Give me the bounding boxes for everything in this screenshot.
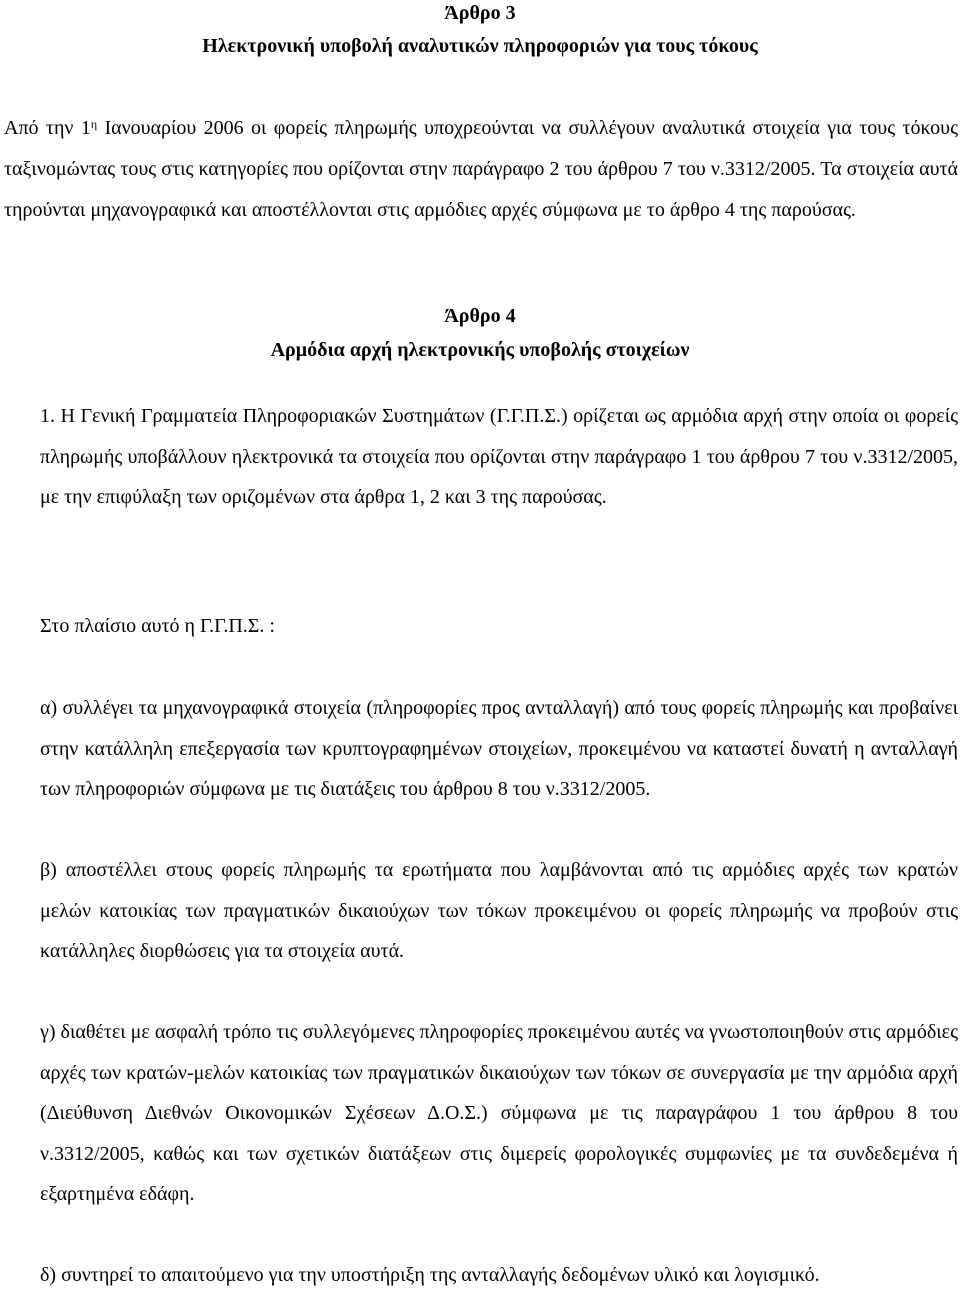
article-3-paragraph bbox=[4, 108, 958, 231]
article-4-paragraph-1: 1. Η Γενική Γραμματεία Πληροφοριακών Συστημάτων (Γ.Γ.Π.Σ.) ορίζεται ως αρμόδια αρχή στην οποία οι φορείς πληρωμής υποβάλλουν ηλεκτρονικά τα στοιχεία που ορίζονται στην παράγραφο 1 του άρθρου 7 του ν.3312/2005, με την επιφύλαξη των οριζομένων στα άρθρα 1, 2 και 3 της παρούσας. bbox=[40, 405, 958, 508]
item-b: β) αποστέλλει στους φορείς πληρωμής τα ερωτήματα που λαμβάνονται από τις αρμόδιες αρχές των κρατών μελών κατοικίας των πραγματικών δικαιούχων των τόκων προκειμένου οι φορείς πληρωμής να προβούν στις κατάλληλες διορθώσεις για τα στοιχεία αυτά. bbox=[40, 859, 958, 962]
item-a: α) συλλέγει τα μηχανογραφικά στοιχεία (πληροφορίες προς ανταλλαγή) από τους φορείς πληρωμής και προβαίνει στην κατάλληλη επεξεργασία των κρυπτογραφημένων στοιχείων, προκειμένου να καταστεί δυνατή η ανταλλαγή των πληροφοριών σύμφωνα με τις διατάξεις του άρθρου 8 του ν.3312/2005. bbox=[40, 697, 958, 800]
article-4-number: Άρθρο 4 bbox=[444, 305, 516, 327]
item-d: δ) συντηρεί το απαιτούμενο για την υποστήριξη της ανταλλαγής δεδομένων υλικό και λογισμικό. bbox=[40, 1264, 820, 1286]
article-4-title: Αρμόδια αρχή ηλεκτρονικής υποβολής στοιχείων bbox=[270, 339, 690, 361]
article-3-number: Άρθρο 3 bbox=[444, 2, 516, 24]
item-c: γ) διαθέτει με ασφαλή τρόπο τις συλλεγόμενες πληροφορίες προκειμένου αυτές να γνωστοποιηθούν στις αρμόδιες αρχές των κρατών-μελών κατοικίας των πραγματικών δικαιούχων των τόκων σε συνεργασία με την αρμόδια αρχή (Διεύθυνση Διεθνών Οικονομικών Σχέσεων Δ.Ο.Σ.) σύμφωνα με τις παραγράφου 1 του άρθρου 8 του ν.3312/2005, καθώς και των σχετικών διατάξεων στις διμερείς φορολογικές συμφωνίες με τα συνδεδεμένα ή εξαρτημένα εδάφη. bbox=[40, 1021, 958, 1205]
article-4-intro: Στο πλαίσιο αυτό η Γ.Γ.Π.Σ. : bbox=[40, 615, 275, 637]
article-3-title: Ηλεκτρονική υποβολή αναλυτικών πληροφοριών για τους τόκους bbox=[202, 35, 758, 57]
paragraph-start-text: Από την 1 bbox=[4, 117, 91, 139]
paragraph-rest-text: Ιανουαρίου 2006 οι φορείς πληρωμής υποχρεούνται να συλλέγουν αναλυτικά στοιχεία για τους τόκους ταξινομώντας τους στις κατηγορίες που ορίζονται στην παράγραφο 2 του άρθρου 7 του ν.3312/2005. Τα στοιχεία αυτά τηρούνται μηχανογραφικά και αποστέλλονται στις αρμόδιες αρχές σύμφωνα με το άρθρο 4 της παρούσας. bbox=[4, 117, 958, 221]
ordinal-superscript: η bbox=[90, 117, 98, 131]
